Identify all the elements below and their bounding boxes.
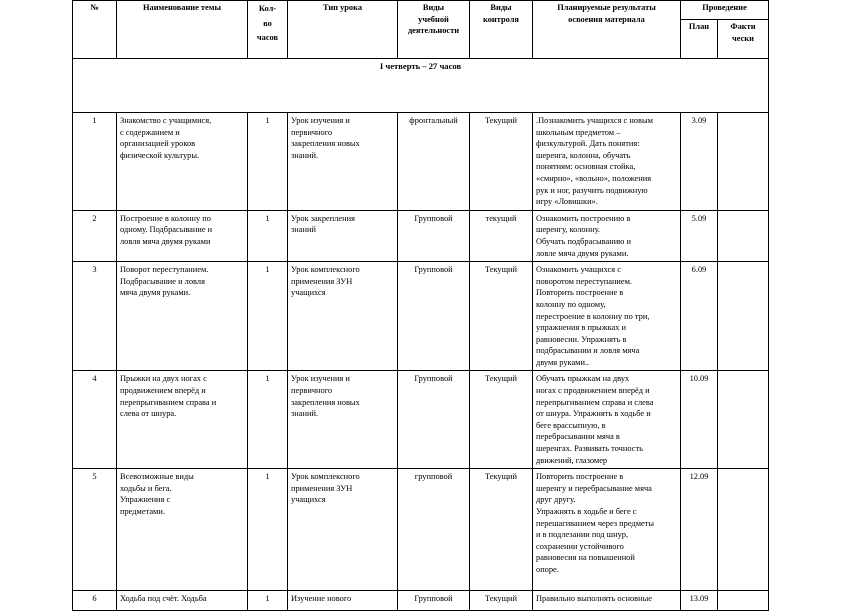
row-plan: 5.09 bbox=[681, 210, 718, 261]
header-plan: План bbox=[681, 20, 718, 59]
row-fact bbox=[718, 210, 769, 261]
row-results: Ознакомить учащихся с поворотом переступанием. Повторить построение в колонну по одному, перестроение в колонну по три, упражнения в прыжках и равновесии. Упражнять в подбрасывании и ловля мяча двумя руками.. bbox=[533, 262, 681, 371]
header-control: Виды контроля bbox=[470, 1, 533, 59]
row-lesson-type: Урок изучения и первичного закрепления новых знаний. bbox=[288, 371, 398, 469]
header-lesson-type: Тип урока bbox=[288, 1, 398, 59]
row-lesson-type: Урок изучения и первичного закрепления новых знаний. bbox=[288, 113, 398, 211]
table-row bbox=[73, 469, 769, 591]
row-control: Текущий bbox=[470, 591, 533, 611]
row-results: Повторить построение в шеренгу и перебрасывание мяча друг другу. Упражнять в ходьбе и беге с перешагиванием через предметы и в подлезании под шнур, сохранении устойчивого равновесия на повышенной опоре. bbox=[533, 469, 681, 591]
row-activity: Групповой bbox=[398, 591, 470, 611]
row-fact bbox=[718, 371, 769, 469]
row-num: 5 bbox=[73, 469, 117, 591]
row-plan: 6.09 bbox=[681, 262, 718, 371]
header-activity: Виды учебной деятельности bbox=[398, 1, 470, 59]
row-topic: Поворот переступанием. Подбрасывание и ловля мяча двумя руками. bbox=[117, 262, 248, 371]
row-lesson-type: Изучение нового bbox=[288, 591, 398, 611]
row-activity: фронтальный bbox=[398, 113, 470, 211]
table-row bbox=[73, 113, 769, 211]
row-activity: групповой bbox=[398, 469, 470, 591]
row-lesson-type: Урок закрепления знаний bbox=[288, 210, 398, 261]
header-row bbox=[73, 1, 769, 20]
row-lesson-type: Урок комплексного применения ЗУН учащихся bbox=[288, 262, 398, 371]
row-topic: Знакомство с учащимися, с содержанием и организацией уроков физической культуры. bbox=[117, 113, 248, 211]
row-results: Обучать прыжкам на двух ногах с продвижением вперёд и перепрыгиванием справа и слева от шнура. Упражнять в ходьбе и беге врассыпную, в перебрасывании мяча в шеренгах. Развивать точность движений, глазомер bbox=[533, 371, 681, 469]
row-num: 3 bbox=[73, 262, 117, 371]
row-plan: 13.09 bbox=[681, 591, 718, 611]
row-fact bbox=[718, 591, 769, 611]
row-plan: 12.09 bbox=[681, 469, 718, 591]
row-num: 1 bbox=[73, 113, 117, 211]
header-hours: Кол- во часов bbox=[248, 1, 288, 59]
row-fact bbox=[718, 262, 769, 371]
row-hours: 1 bbox=[248, 210, 288, 261]
lesson-plan-table bbox=[72, 0, 769, 611]
row-hours: 1 bbox=[248, 262, 288, 371]
row-topic: Ходьба под счёт. Ходьба bbox=[117, 591, 248, 611]
row-activity: Групповой bbox=[398, 371, 470, 469]
row-activity: Групповой bbox=[398, 262, 470, 371]
row-lesson-type: Урок комплексного применения ЗУН учащихся bbox=[288, 469, 398, 591]
row-topic: Прыжки на двух ногах с продвижением вперёд и перепрыгиванием справа и слева от шнура. bbox=[117, 371, 248, 469]
row-control: Текущий bbox=[470, 469, 533, 591]
row-num: 2 bbox=[73, 210, 117, 261]
header-topic: Наименование темы bbox=[117, 1, 248, 59]
row-results: .Познакомить учащихся с новым школьным предметом – физкультурой. Дать понятия: шеренга, колонна, обучать понятиям: основная стойка, «смирно», «вольно», положения рук и ног, разучить подвижную игру «Ловишки». bbox=[533, 113, 681, 211]
row-hours: 1 bbox=[248, 591, 288, 611]
row-hours: 1 bbox=[248, 113, 288, 211]
row-control: Текущий bbox=[470, 262, 533, 371]
row-fact bbox=[718, 113, 769, 211]
row-control: Текущий bbox=[470, 113, 533, 211]
row-plan: 10.09 bbox=[681, 371, 718, 469]
row-control: текущий bbox=[470, 210, 533, 261]
row-control: Текущий bbox=[470, 371, 533, 469]
row-results: Правильно выполнять основные bbox=[533, 591, 681, 611]
row-hours: 1 bbox=[248, 469, 288, 591]
row-topic: Всевозможные виды ходьбы и бега. Упражнения с предметами. bbox=[117, 469, 248, 591]
row-results: Ознакомить построению в шеренгу, колонну. Обучать подбрасыванию и ловле мяча двумя руками. bbox=[533, 210, 681, 261]
quarter-row bbox=[73, 59, 769, 113]
row-plan: 3.09 bbox=[681, 113, 718, 211]
row-hours: 1 bbox=[248, 371, 288, 469]
table-row bbox=[73, 262, 769, 371]
row-fact bbox=[718, 469, 769, 591]
quarter-title: I четверть – 27 часов bbox=[73, 59, 769, 113]
header-results: Планируемые результаты освоения материала bbox=[533, 1, 681, 59]
row-num: 6 bbox=[73, 591, 117, 611]
header-conduct: Проведение bbox=[681, 1, 769, 20]
row-topic: Построение в колонну по одному. Подбрасывание и ловля мяча двумя руками bbox=[117, 210, 248, 261]
row-num: 4 bbox=[73, 371, 117, 469]
row-activity: Групповой bbox=[398, 210, 470, 261]
header-fact: Факти чески bbox=[718, 20, 769, 59]
header-num: № bbox=[73, 1, 117, 59]
table-row bbox=[73, 210, 769, 261]
table-row bbox=[73, 371, 769, 469]
table-row bbox=[73, 591, 769, 611]
